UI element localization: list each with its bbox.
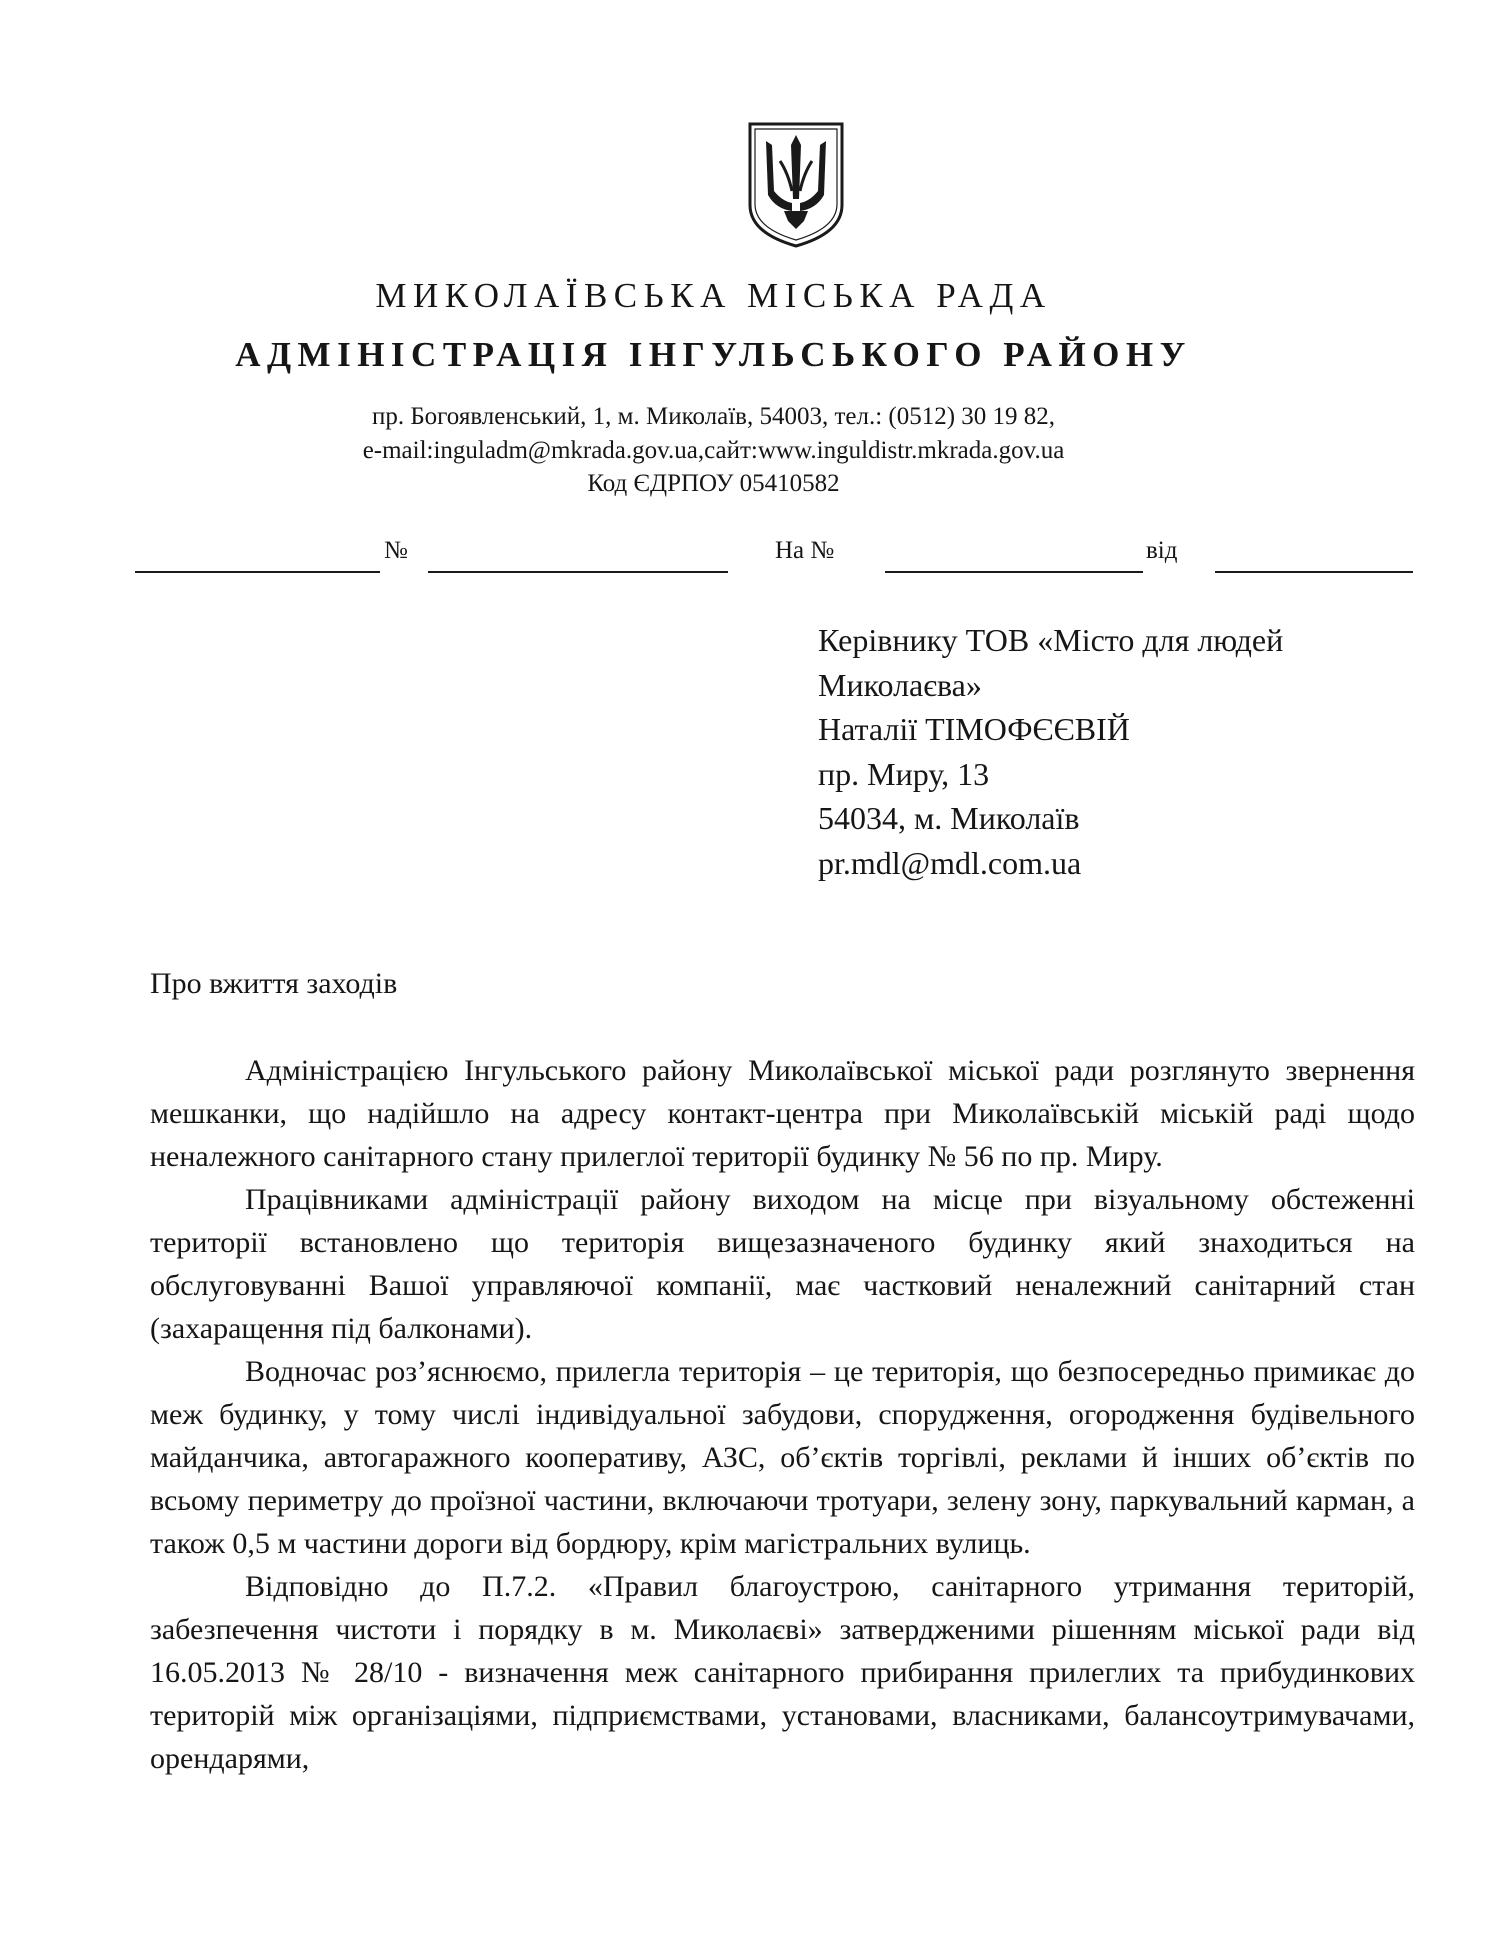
date-blank bbox=[135, 571, 380, 573]
number-blank bbox=[428, 571, 728, 573]
body-paragraph: Працівниками адміністрації району виходом на місце при візуальному обстеженні території встановлено що територія вищезазначеного будинку який знаходиться на обслуговуванні Вашої управляючої компанії, має частковий неналежний санітарний стан (захаращення під балконами). bbox=[150, 1183, 1415, 1345]
addressee-line: Керівнику ТОВ «Місто для людей bbox=[818, 622, 1284, 658]
edrpou-line: Код ЄДРПОУ 05410582 bbox=[587, 470, 840, 497]
number-sign: № bbox=[384, 537, 408, 564]
addressee-line: пр. Миру, 13 bbox=[818, 755, 990, 792]
reply-to-label: На № bbox=[775, 537, 835, 564]
administration-name: АДМІНІСТРАЦІЯ ІНГУЛЬСЬКОГО РАЙОНУ bbox=[235, 335, 1192, 374]
letter-subject: Про вжиття заходів bbox=[150, 967, 398, 1000]
reference-line bbox=[135, 537, 1415, 577]
addressee-email: pr.mdl@mdl.com.ua bbox=[818, 844, 1082, 881]
council-name: МИКОЛАЇВСЬКА МІСЬКА РАДА bbox=[375, 276, 1052, 315]
reply-number-blank bbox=[885, 571, 1143, 573]
reply-date-blank bbox=[1215, 571, 1413, 573]
body-paragraph: Відповідно до П.7.2. «Правил благоустрою, санітарного утримання територій, забезпечення чистоти і порядку в м. Миколаєві» затвердженими рішенням міської ради від 16.05.2013 № 28/10 - визначення меж санітарного прибирання прилеглих та прибудинкових територій між організаціями, підприємствами, установами, власниками, балансоутримувачами, орендарями, bbox=[150, 1570, 1415, 1775]
body-paragraph: Адміністрацією Інгульського району Миколаївської міської ради розглянуто звернення мешканки, що надійшло на адресу контакт-центра при Миколаївській міській раді щодо неналежного санітарного стану прилеглої території будинку № 56 по пр. Миру. bbox=[150, 1054, 1415, 1173]
addressee-line: Миколаєва» bbox=[818, 666, 982, 703]
body-paragraph: Водночас роз’яснюємо, прилегла територія – це територія, що безпосередньо примикає до меж будинку, у тому числі індивідуальної забудови, спорудження, огородження будівельного майданчика, автогаражного кооперативу, АЗС, об’єктів торгівлі, реклами й інших об’єктів по всьому периметру до проїзної частини, включаючи тротуари, зелену зону, паркувальний карман, а також 0,5 м частини дороги від бордюру, крім магістральних вулиць. bbox=[150, 1355, 1415, 1560]
contacts-line: e-mail:inguladm@mkrada.gov.ua,сайт:www.inguldistr.mkrada.gov.ua bbox=[362, 437, 1065, 464]
addressee-block bbox=[818, 618, 1283, 885]
coat-of-arms-trident-icon bbox=[746, 121, 846, 249]
letter-body bbox=[150, 1049, 1415, 1780]
address-line: пр. Богоявленський, 1, м. Миколаїв, 54003, тел.: (0512) 30 19 82, bbox=[371, 403, 1056, 430]
addressee-line: 54034, м. Миколаїв bbox=[818, 800, 1080, 836]
from-label: від bbox=[1146, 537, 1178, 564]
addressee-line: Наталії ТІМОФЄЄВІЙ bbox=[818, 711, 1130, 747]
